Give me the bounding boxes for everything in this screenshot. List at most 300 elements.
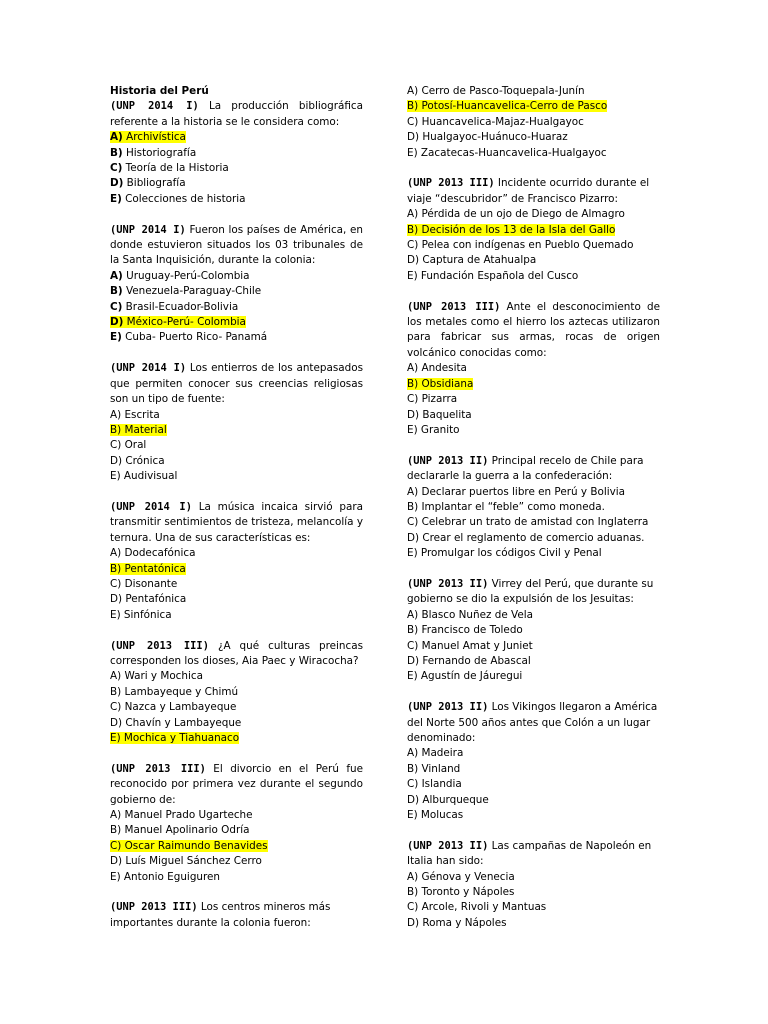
answer-option [407,777,660,792]
answer-option [407,253,660,268]
option-letter: E) [110,870,121,883]
answer-text [407,239,634,251]
answer-option [407,793,660,808]
answer-text [110,824,249,836]
option-letter: B) [110,146,123,159]
option-letter: A) [110,670,122,683]
option-letter: D) [407,408,420,421]
option-letter: D) [110,316,124,329]
option-letter: C) [110,439,122,452]
answer-text [407,208,625,220]
option-text: Blasco Nuñez de Vela [418,608,533,621]
question-stem [407,300,660,362]
option-text: Celebrar un trato de amistad con Inglaterra [418,516,649,529]
answer-option [110,130,363,145]
option-letter: A) [407,85,419,97]
highlighted-answer [110,131,186,143]
option-text: Pentatónica [121,562,186,575]
option-text: Molucas [417,809,464,822]
answer-text [110,593,186,605]
option-text: Uruguay-Perú-Colombia [122,269,250,282]
question-stem [407,454,660,485]
option-letter: B) [407,377,419,390]
answer-text [110,701,236,713]
option-letter: D) [407,531,420,544]
question-stem [407,839,660,870]
highlighted-answer [110,840,268,852]
option-letter: D) [110,454,123,467]
question-block [407,700,660,823]
option-letter: A) [407,747,419,760]
option-text: Dodecafónica [121,547,196,560]
question-stem [110,223,363,269]
question-text: Las campañas de Napoleón en Italia han sido: [407,839,652,868]
answer-text [407,794,489,806]
answer-option [407,361,660,376]
highlighted-answer [407,224,615,236]
question-text: La producción bibliográfica referente a la historia se le considera como: [110,100,363,128]
answer-option [110,562,363,577]
answer-text [407,424,460,436]
answer-text [407,131,568,143]
option-text: Pelea con indígenas en Pueblo Quemado [418,239,634,252]
question-text: Incidente ocurrido durante el viaje “descubridor” de Francisco Pizarro: [407,177,650,205]
question-source-tag: (UNP 2014 I) [110,100,199,113]
answer-option [110,284,363,299]
answer-option [407,546,660,561]
option-letter: E) [407,269,418,282]
answer-option [110,592,363,607]
option-letter: C) [110,162,123,175]
option-text: Arcole, Rivoli y Mantuas [418,901,547,914]
answer-text [407,516,648,528]
option-text: Baquelita [419,408,472,421]
answer-text [407,901,546,913]
answer-text [110,855,262,867]
answer-option [407,500,660,515]
answer-option [407,84,660,99]
answer-option [110,870,363,885]
question-block [110,99,363,207]
question-block [407,176,660,284]
option-text: Alburqueque [419,793,489,806]
option-text: Francisco de Toledo [418,624,523,637]
highlighted-answer [110,424,167,436]
answer-option [407,408,660,423]
option-letter: C) [110,577,122,590]
answer-text [110,547,195,559]
question-source-tag: (UNP 2013 II) [407,577,489,590]
option-letter: E) [407,809,418,822]
option-letter: B) [110,285,123,298]
answer-text [407,763,460,775]
answer-text [407,362,467,374]
answer-option [110,608,363,623]
option-text: Génova y Venecia [418,870,515,883]
answer-text [407,886,514,898]
answer-option [407,639,660,654]
option-letter: E) [110,732,121,744]
answer-text [407,85,585,97]
answer-option [110,854,363,869]
option-letter: E) [110,331,122,344]
option-letter: A) [407,208,419,221]
question-block [110,223,363,346]
answer-text [110,609,172,621]
option-text: Lambayeque y Chimú [121,685,239,698]
answer-option [110,454,363,469]
highlighted-answer [110,316,246,328]
answer-text [407,609,533,621]
option-text: Obsidiana [418,377,474,390]
option-letter: C) [407,639,419,652]
answer-option [407,515,660,530]
option-letter: C) [407,393,419,406]
option-text: Toronto y Nápoles [418,886,515,899]
answer-text [110,147,196,159]
answer-option [407,99,660,114]
answer-text [407,871,515,883]
answer-text [110,871,220,883]
option-text: Promulgar los códigos Civil y Penal [417,547,602,560]
answer-option [407,531,660,546]
answer-option [407,130,660,145]
answer-option [407,146,660,161]
highlighted-answer [110,563,186,575]
option-text: Crear el reglamento de comercio aduanas. [419,531,645,544]
answer-option [407,392,660,407]
question-text: Fueron los países de América, en donde estuvieron situados los 03 tribunales de la Santa Inquisición, durante la colonia: [110,223,363,267]
option-letter: D) [407,916,420,929]
option-text: Crónica [122,454,165,467]
option-text: Venezuela-Paraguay-Chile [122,285,262,298]
answer-option [407,808,660,823]
answer-text [110,455,165,467]
option-text: Zacatecas-Huancavelica-Hualgayoc [417,146,607,159]
answer-option [407,115,660,130]
question-source-tag: (UNP 2013 III) [110,639,209,652]
option-text: Captura de Atahualpa [419,254,537,267]
option-text: Roma y Nápoles [419,916,507,929]
answer-option [110,716,363,731]
answer-option [110,408,363,423]
answer-option [407,223,660,238]
question-stem [407,176,660,207]
option-text: Oscar Raimundo Benavides [121,839,268,852]
answer-option [407,377,660,392]
answer-option [407,916,660,931]
question-stem [110,762,363,808]
answer-option [110,146,363,161]
question-source-tag: (UNP 2013 II) [407,454,489,467]
option-letter: A) [407,870,419,883]
option-letter: B) [407,624,419,637]
option-text: Bibliografía [123,177,186,190]
answer-option [110,839,363,854]
option-letter: D) [110,593,123,606]
question-source-tag: (UNP 2013 III) [407,177,495,190]
option-letter: A) [407,362,419,375]
answer-option [110,192,363,207]
highlighted-answer [407,100,607,112]
question-source-tag: (UNP 2013 III) [407,300,501,313]
right-column [407,84,660,931]
answer-option [110,269,363,284]
option-text: Cuba- Puerto Rico- Panamá [121,331,268,344]
question-stem [407,577,660,608]
question-source-tag: (UNP 2014 I) [110,500,192,513]
question-stem [110,500,363,546]
question-source-tag: (UNP 2013 II) [407,701,489,714]
option-letter: B) [407,762,419,775]
option-text: Decisión de los 13 de la Isla del Gallo [418,223,616,236]
option-letter: C) [407,516,419,529]
option-text: Manuel Prado Ugarteche [121,809,253,822]
option-letter: D) [407,793,420,806]
question-block [110,900,363,931]
question-block [407,839,660,931]
answer-option [110,823,363,838]
option-letter: E) [407,423,418,436]
option-letter: B) [407,100,419,113]
option-letter: E) [407,146,418,159]
answer-text [110,470,177,482]
answer-text [407,670,522,682]
answer-option [407,746,660,761]
answer-option [110,546,363,561]
question-block [110,500,363,623]
answer-option [407,654,660,669]
answer-option [110,469,363,484]
answer-text [110,331,267,343]
answer-text [110,809,253,821]
option-text: Historiografía [122,146,197,159]
answer-text [110,670,203,682]
question-stem [110,361,363,407]
option-letter: B) [407,500,419,513]
option-letter: E) [110,608,121,621]
question-stem [110,639,363,670]
question-block [110,639,363,747]
answer-text [407,409,472,421]
question-text: El divorcio en el Perú fue reconocido por primera vez durante el segundo gobierno de: [110,762,363,806]
option-text: Pizarra [418,393,458,406]
option-letter: B) [407,223,419,236]
option-text: Colecciones de historia [121,192,246,205]
option-text: Declarar puertos libre en Perú y Bolivia [418,485,625,498]
option-letter: C) [407,901,419,914]
option-text: Cerro de Pasco-Toquepala-Junín [418,85,585,97]
answer-option [110,808,363,823]
option-text: Andesita [418,362,467,375]
question-source-tag: (UNP 2014 I) [110,362,187,375]
answer-text [407,655,531,667]
option-letter: A) [110,408,122,421]
option-text: Teoría de la Historia [122,162,229,175]
question-text: La música incaica sirvió para transmitir sentimientos de tristeza, melancolía y ternura. Una de sus características es: [110,500,363,544]
question-text: Virrey del Perú, que durante su gobierno se dio la expulsión de los Jesuitas: [407,577,654,606]
option-letter: D) [110,177,124,190]
answer-text [110,439,146,451]
option-text: Vinland [418,762,461,775]
option-letter: B) [110,562,122,575]
answer-option [407,885,660,900]
answer-option [407,608,660,623]
option-text: Wari y Mochica [121,670,203,683]
option-text: México-Perú- Colombia [123,316,246,329]
answer-option [407,900,660,915]
option-letter: A) [110,131,123,144]
option-text: Mochica y Tiahuanaco [120,732,240,744]
question-text: ¿A qué culturas preincas corresponden los dioses, Aia Paec y Wiracocha? [110,639,363,667]
answer-text [407,809,463,821]
answer-option [110,161,363,176]
answer-text [110,193,246,205]
option-letter: C) [407,115,419,128]
answer-text [407,640,533,652]
option-text: Audivisual [120,470,178,483]
answer-text [407,501,605,513]
question-block [407,577,660,685]
question-text: Ante el desconocimiento de los metales como el hierro los aztecas utilizaron para fabricar sus armas, rocas de origen volcánico conocidas como: [407,300,660,359]
option-text: Sinfónica [120,608,172,621]
option-text: Antonio Eguiguren [120,870,221,883]
answer-option [110,300,363,315]
option-letter: E) [407,547,418,560]
option-letter: A) [110,809,122,822]
answer-text [407,393,457,405]
question-stem [110,99,363,130]
left-column [110,84,363,931]
option-text: Material [121,423,167,436]
option-text: Manuel Amat y Juniet [418,639,533,652]
document-title: Historia del Perú [110,85,209,97]
question-source-tag: (UNP 2014 I) [110,223,186,236]
answer-text [110,717,241,729]
highlighted-answer [110,732,239,744]
highlighted-answer [407,378,473,390]
option-text: Hualgayoc-Huánuco-Huaraz [419,131,568,144]
option-text: Oral [121,439,147,452]
question-text: Los centros mineros más importantes durante la colonia fueron: [110,901,331,929]
answer-option [110,423,363,438]
option-letter: C) [407,239,419,252]
option-letter: C) [110,839,122,852]
answer-text [110,162,229,174]
answer-option [110,577,363,592]
option-letter: E) [110,470,121,483]
answer-option [110,685,363,700]
option-text: Luís Miguel Sánchez Cerro [122,855,262,868]
option-text: Potosí-Huancavelica-Cerro de Pasco [418,100,608,113]
option-text: Pérdida de un ojo de Diego de Almagro [418,208,625,221]
answer-option [407,870,660,885]
option-letter: E) [110,192,122,205]
option-letter: B) [110,685,122,698]
option-letter: C) [110,300,123,313]
answer-text [110,285,261,297]
option-text: Agustín de Jáuregui [417,670,523,683]
option-letter: A) [110,547,122,560]
option-letter: B) [110,824,122,837]
question-block [407,454,660,562]
option-letter: D) [407,131,420,144]
answer-text [407,147,607,159]
answer-text [110,578,177,590]
answer-text [407,547,602,559]
answer-option [407,623,660,638]
option-letter: B) [110,423,122,436]
answer-text [407,270,578,282]
answer-text [407,778,462,790]
answer-text [407,254,536,266]
answer-option [110,438,363,453]
option-text: Huancavelica-Majaz-Hualgayoc [418,115,584,128]
option-text: Fundación Española del Cusco [417,269,579,282]
option-letter: D) [110,716,123,729]
option-text: Manuel Apolinario Odría [121,824,250,837]
answer-text [407,486,625,498]
question-block [407,84,660,161]
option-text: Disonante [121,577,178,590]
question-source-tag: (UNP 2013 III) [110,762,206,775]
answer-text [110,301,238,313]
answer-text [407,917,507,929]
answer-option [110,700,363,715]
answer-option [110,176,363,191]
answer-option [407,207,660,222]
answer-option [110,330,363,345]
question-block [407,300,660,439]
answer-text [110,686,238,698]
answer-option [110,731,363,746]
option-text: Islandia [418,778,462,791]
answer-text [407,116,584,128]
option-text: Implantar el “feble” como moneda. [418,500,605,513]
answer-text [407,532,644,544]
question-text: Principal recelo de Chile para declararle la guerra a la confederación: [407,454,644,483]
option-letter: C) [407,778,419,791]
option-text: Pentafónica [122,593,187,606]
answer-option [407,423,660,438]
answer-option [110,315,363,330]
answer-text [110,270,250,282]
question-block [110,762,363,885]
question-stem [110,900,363,931]
question-block [110,361,363,484]
option-letter: E) [407,670,418,683]
option-text: Fernando de Abascal [419,654,531,667]
answer-option [407,762,660,777]
option-text: Chavín y Lambayeque [122,716,242,729]
question-source-tag: (UNP 2013 III) [110,901,198,914]
answer-option [110,669,363,684]
answer-option [407,669,660,684]
option-letter: B) [407,886,419,899]
question-text: Los entierros de los antepasados que permiten conocer sus creencias religiosas son un tipo de fuente: [110,362,363,406]
option-text: Madeira [418,747,464,760]
question-source-tag: (UNP 2013 II) [407,839,489,852]
option-text: Brasil-Ecuador-Bolivia [122,300,239,313]
option-text: Escrita [121,408,160,421]
answer-text [407,624,523,636]
question-text: Los Vikingos llegaron a América del Norte 500 años antes que Colón a un lugar denominado: [407,701,658,744]
option-letter: A) [110,269,123,282]
option-letter: A) [407,608,419,621]
answer-option [407,269,660,284]
answer-option [407,485,660,500]
answer-text [110,177,186,189]
